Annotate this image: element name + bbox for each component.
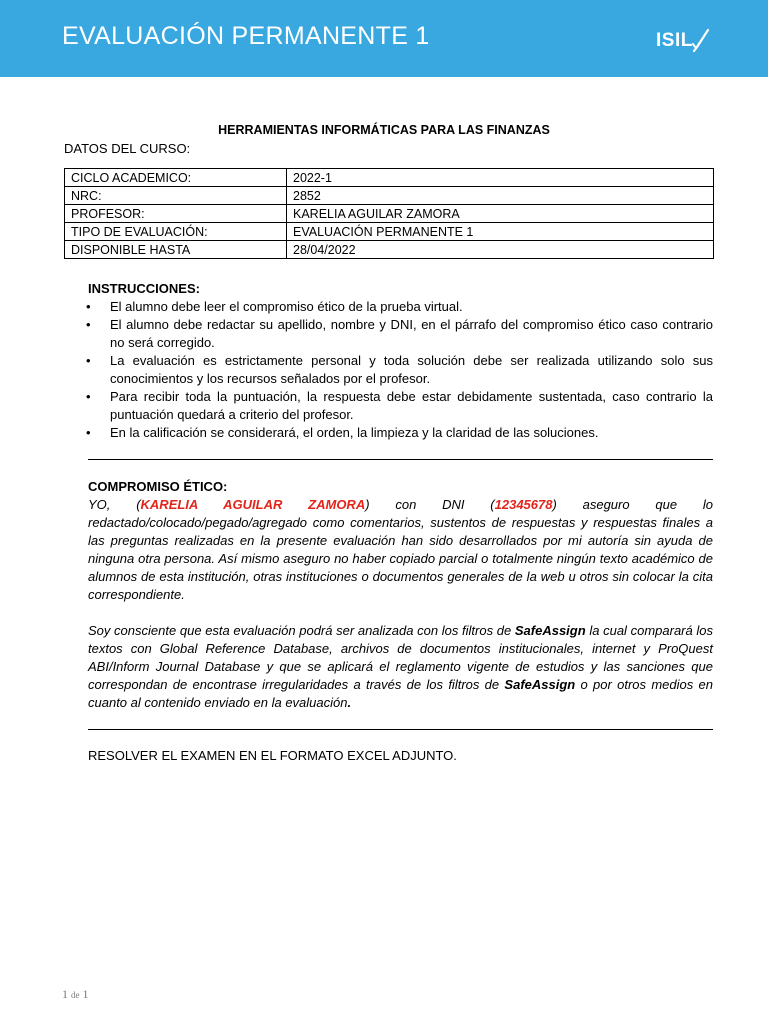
datos-label: DATOS DEL CURSO:	[64, 141, 191, 156]
bullet-icon: •	[86, 317, 91, 332]
divider-bottom	[88, 729, 713, 730]
document-title: EVALUACIÓN PERMANENTE 1	[62, 22, 430, 50]
instructions-section	[88, 280, 713, 442]
row-label: NRC:	[65, 187, 287, 205]
total-pages: 1	[82, 987, 89, 1001]
safeassign-text: SafeAssign	[504, 677, 576, 692]
row-label: TIPO DE EVALUACIÓN:	[65, 223, 287, 241]
compromiso-paragraph-1: YO, (KARELIA AGUILAR ZAMORA) con DNI (12345678) aseguro que lo redactado/colocado/pegado/agregado como comentarios, sustentos de respuestas y respuestas finales a las preguntas realizadas en la presente evaluación han sido desarrollados por mi autoría sin ayuda de ninguna otra persona. Así mismo aseguro no haber copiado parcial o totalmente ningún texto académico de alumnos de esta institución, otras instituciones o documentos generales de la web u otros sin colocar la cita correspondiente.	[88, 497, 714, 602]
compromiso-title: COMPROMISO ÉTICO:	[88, 479, 228, 494]
list-item: • El alumno debe leer el compromiso ético de la prueba virtual.	[86, 299, 463, 314]
list-item: • En la calificación se considerará, el orden, la limpieza y la claridad de las soluciones.	[86, 425, 599, 440]
header-banner	[0, 0, 768, 77]
compromiso-section	[88, 478, 713, 712]
student-name: KARELIA AGUILAR ZAMORA	[140, 497, 366, 512]
isil-logo	[656, 26, 711, 56]
page-counter	[62, 987, 89, 1002]
bullet-icon: •	[86, 389, 91, 404]
course-info-table	[64, 168, 714, 259]
table-row	[65, 205, 714, 223]
bullet-icon: •	[86, 299, 91, 314]
de-label: de	[71, 990, 80, 1000]
row-value: EVALUACIÓN PERMANENTE 1	[287, 223, 714, 241]
row-label: CICLO ACADEMICO:	[65, 169, 287, 187]
divider-top	[88, 459, 713, 460]
instructions-title: INSTRUCCIONES:	[88, 281, 200, 296]
table-row	[65, 187, 714, 205]
row-value: 2852	[287, 187, 714, 205]
row-label: DISPONIBLE HASTA	[65, 241, 287, 259]
table-row	[65, 241, 714, 259]
safeassign-text: SafeAssign	[514, 623, 586, 638]
current-page: 1	[62, 987, 68, 1001]
row-label: PROFESOR:	[65, 205, 287, 223]
resolver-instruction: RESOLVER EL EXAMEN EN EL FORMATO EXCEL ADJUNTO.	[88, 748, 457, 763]
course-title: HERRAMIENTAS INFORMÁTICAS PARA LAS FINANZAS	[218, 123, 550, 137]
row-value: 2022-1	[287, 169, 714, 187]
list-item: • El alumno debe redactar su apellido, nombre y DNI, en el párrafo del compromiso ético caso contrario no será corregido.	[86, 317, 713, 350]
row-value: KARELIA AGUILAR ZAMORA	[287, 205, 714, 223]
table-row	[65, 223, 714, 241]
logo-slash-icon	[691, 27, 711, 55]
logo-text: ISIL	[656, 30, 693, 51]
instructions-list	[88, 298, 713, 442]
bullet-icon: •	[86, 353, 91, 368]
bullet-icon: •	[86, 425, 91, 440]
table-row	[65, 169, 714, 187]
list-item: • Para recibir toda la puntuación, la respuesta debe estar debidamente sustentada, caso contrario la puntuación quedará a criterio del profesor.	[86, 389, 713, 422]
list-item: • La evaluación es estrictamente personal y toda solución debe ser realizada utilizando solo sus conocimientos y los recursos señalados por el profesor.	[86, 353, 713, 386]
row-value: 28/04/2022	[287, 241, 714, 259]
student-dni: 12345678	[494, 497, 553, 512]
compromiso-paragraph-2: Soy consciente que esta evaluación podrá ser analizada con los filtros de SafeAssign la cual comparará los textos con Global Reference Database, archivos de documentos institucionales, internet y ProQuest ABI/Inform Journal Database y que se aplicará el reglamento vigente de estudios y las sanciones que correspondan de encontrase irregularidades a través de los filtros de SafeAssign o por otros medios en cuanto al contenido enviado en la evaluación.	[88, 623, 714, 710]
